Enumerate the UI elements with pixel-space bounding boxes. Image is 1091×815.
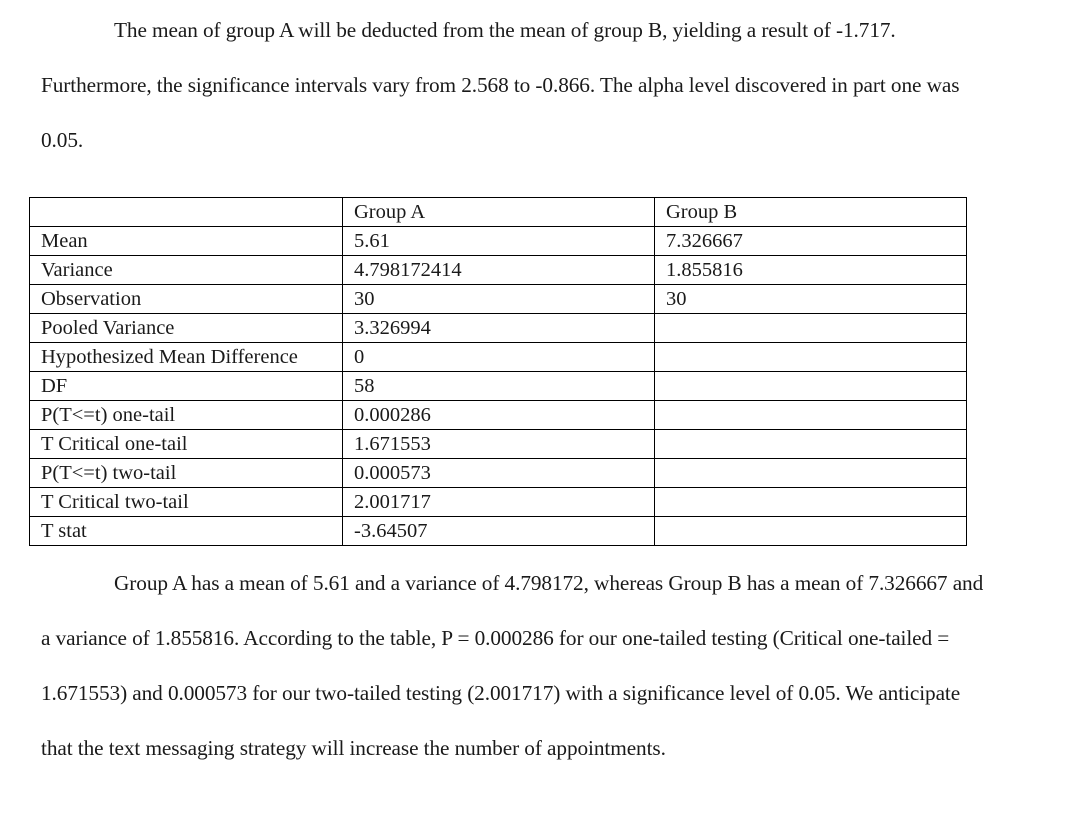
table-row — [30, 488, 967, 517]
table-row — [30, 372, 967, 401]
group-b-cell — [655, 372, 967, 401]
group-a-cell: 30 — [343, 285, 655, 314]
row-label-cell: Variance — [30, 256, 343, 285]
group-a-cell: -3.64507 — [343, 517, 655, 546]
intro-paragraph-text: The mean of group A will be deducted from the mean of group B, yielding a result of -1.717. Furthermore, the significance intervals vary from 2.568 to -0.866. The alpha level discovered in part one was 0.05. — [41, 18, 960, 152]
group-a-cell: 5.61 — [343, 227, 655, 256]
row-label-cell: Mean — [30, 227, 343, 256]
table-row — [30, 285, 967, 314]
group-b-cell — [655, 430, 967, 459]
row-label-cell: P(T<=t) two-tail — [30, 459, 343, 488]
table-row — [30, 430, 967, 459]
table-row — [30, 256, 967, 285]
table-header-row — [30, 198, 967, 227]
group-a-cell: 58 — [343, 372, 655, 401]
row-label-cell: Pooled Variance — [30, 314, 343, 343]
table-row — [30, 227, 967, 256]
table-row — [30, 401, 967, 430]
table-header-cell — [30, 198, 343, 227]
group-a-cell: 3.326994 — [343, 314, 655, 343]
group-b-cell — [655, 488, 967, 517]
table-row — [30, 314, 967, 343]
group-a-cell: 0.000573 — [343, 459, 655, 488]
row-label-cell: T Critical one-tail — [30, 430, 343, 459]
group-b-cell — [655, 314, 967, 343]
group-b-cell: 7.326667 — [655, 227, 967, 256]
group-a-cell: 1.671553 — [343, 430, 655, 459]
group-b-cell — [655, 459, 967, 488]
row-label-cell: Observation — [30, 285, 343, 314]
group-a-cell: 0.000286 — [343, 401, 655, 430]
table-row — [30, 517, 967, 546]
row-label-cell: P(T<=t) one-tail — [30, 401, 343, 430]
table-row — [30, 343, 967, 372]
group-b-cell — [655, 517, 967, 546]
row-label-cell: T Critical two-tail — [30, 488, 343, 517]
table-header-cell: Group A — [343, 198, 655, 227]
row-label-cell: DF — [30, 372, 343, 401]
row-label-cell: Hypothesized Mean Difference — [30, 343, 343, 372]
group-b-cell — [655, 401, 967, 430]
group-a-cell: 4.798172414 — [343, 256, 655, 285]
group-a-cell: 2.001717 — [343, 488, 655, 517]
group-b-cell: 1.855816 — [655, 256, 967, 285]
t-test-results-table — [29, 197, 967, 546]
conclusion-paragraph-text: Group A has a mean of 5.61 and a variance of 4.798172, whereas Group B has a mean of 7.326667 and a variance of 1.855816. According to the table, P = 0.000286 for our one-tailed testing (Critical one-tailed = 1.671553) and 0.000573 for our two-tailed testing (2.001717) with a significance level of 0.05. We anticipate that the text messaging strategy will increase the number of appointments. — [41, 571, 984, 760]
intro-paragraph — [41, 3, 991, 168]
row-label-cell: T stat — [30, 517, 343, 546]
conclusion-paragraph — [41, 556, 991, 776]
group-b-cell: 30 — [655, 285, 967, 314]
table-header-cell: Group B — [655, 198, 967, 227]
group-b-cell — [655, 343, 967, 372]
table-row — [30, 459, 967, 488]
group-a-cell: 0 — [343, 343, 655, 372]
